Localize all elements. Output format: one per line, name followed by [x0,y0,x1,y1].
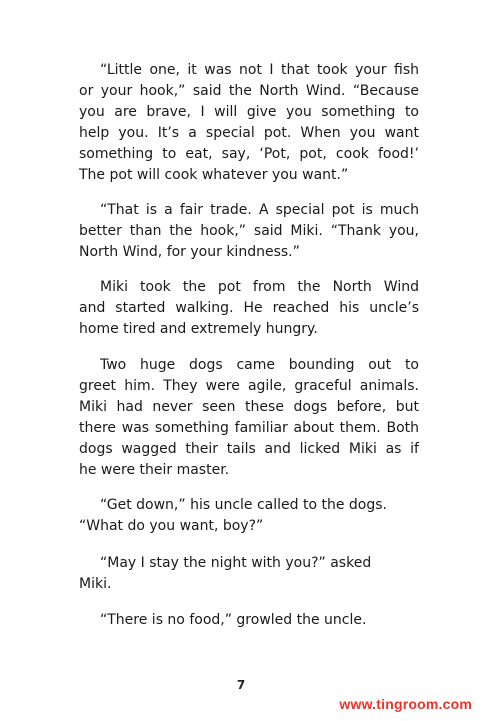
watermark-link[interactable]: www.tingroom.com [339,696,472,712]
paragraph-stay-night [79,553,419,595]
text-line: “What do you want, boy?” [79,518,264,534]
text-line: The pot will cook whatever you want.” [79,167,349,183]
paragraph-miki-walks [79,277,419,340]
page-number: 7 [236,678,246,692]
text-line: “Get down,” his uncle called to the dogs. [100,497,388,513]
text-line: home tired and extremely hungry. [79,321,318,337]
text-line: greet him. They were agile, graceful animals. [79,378,419,394]
text-line: he were their master. [79,462,230,478]
text-line: “May I stay the night with you?” asked [100,555,372,571]
text-line: “That is a fair trade. A special pot is much [100,202,419,218]
text-line: Miki. [79,576,112,592]
text-line: you are brave, I will give you something to [79,104,419,120]
text-line: “There is no food,” growled the uncle. [100,612,367,628]
paragraph-no-food [79,610,419,631]
paragraph-two-dogs [79,355,419,481]
text-line: North Wind, for your kindness.” [79,244,300,260]
text-line: something to eat, say, ‘Pot, pot, cook food!’ [79,146,419,162]
text-line: “Little one, it was not I that took your fish [100,62,419,78]
paragraph-fair-trade [79,200,419,263]
text-line: Miki took the pot from the North Wind [100,279,419,295]
text-line: help you. It’s a special pot. When you want [79,125,419,141]
text-line: Two huge dogs came bounding out to [100,357,419,373]
text-line: or your hook,” said the North Wind. “Because [79,83,419,99]
text-line: and started walking. He reached his uncle’s [79,300,419,316]
text-line: better than the hook,” said Miki. “Thank you, [79,223,419,239]
text-line: Miki had never seen these dogs before, but [79,399,419,415]
paragraph-north-wind-gift [79,60,419,186]
text-line: there was something familiar about them. Both [79,420,419,436]
text-line: dogs wagged their tails and licked Miki as if [79,441,419,457]
paragraph-get-down [79,495,419,537]
